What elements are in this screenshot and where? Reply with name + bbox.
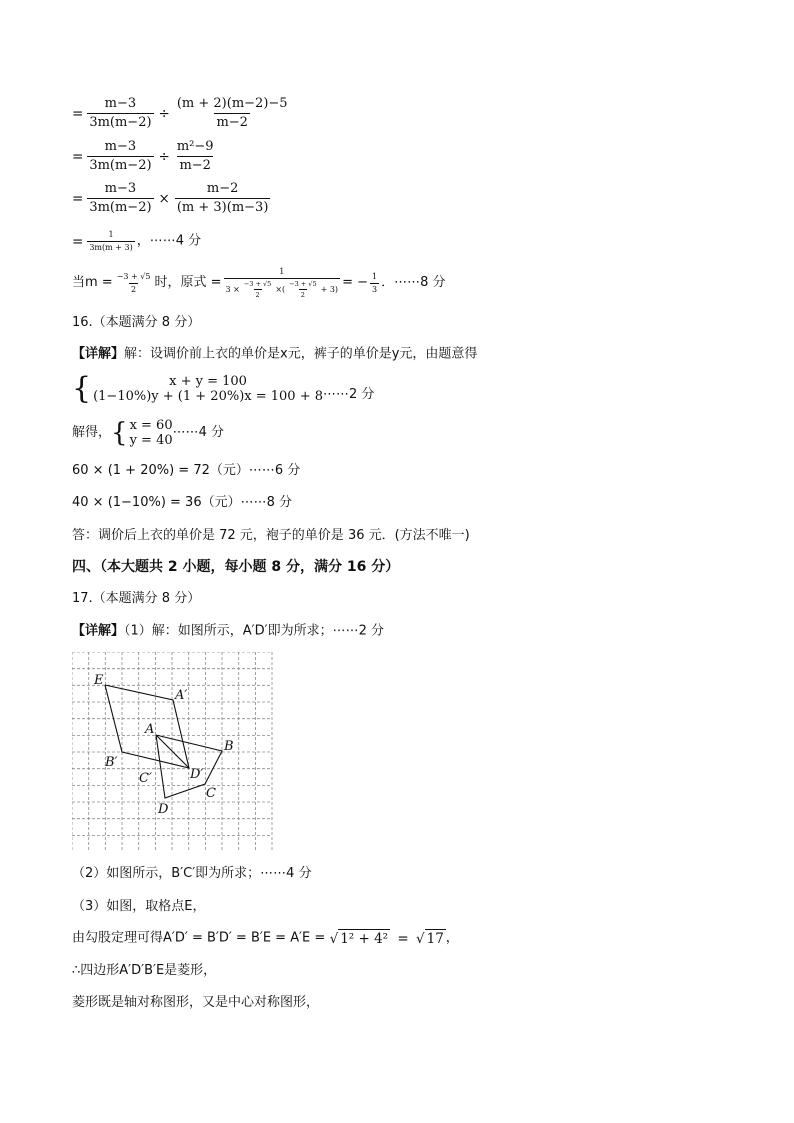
fraction: $\frac{m-3}{3m(m-2)}$	[89, 139, 152, 173]
section-title: 四、（本大题共 2 小题，每小题 8 分，满分 16 分）	[72, 559, 400, 575]
q16-solution: 解得， { x = 60 y = 40 ⋯⋯4 分	[72, 418, 225, 448]
step-5: 当m = $\frac{-3 + √5}{2}$ 时，原式 = 1 3 × $\frac{-3 + √5}{2}$ × ( $\frac{-3 + √5}{2}$ + 3) = − $\frac{1}{3}$ ．⋯⋯8 分	[72, 267, 446, 299]
fraction: $\frac{m-3}{3m(m-2)}$	[89, 181, 152, 215]
q16-calc-2: 40 × (1−10%) = 36（元）⋯⋯8 分	[72, 495, 293, 510]
q17-part3: （3）如图，取格点E，	[72, 899, 206, 914]
q16-answer: 答：调价后上衣的单价是 72 元，袍子的单价是 36 元．(方法不唯一)	[72, 528, 470, 543]
fraction: $\frac{m-2}{(m + 3)(m-3)}$	[176, 181, 269, 215]
label-C: C	[206, 786, 216, 801]
label-E: E	[94, 673, 104, 688]
label-B: B	[224, 739, 234, 754]
step-2: = $\frac{m-3}{3m(m-2)}$ ÷ $\frac{\text{m²−9}}{m-2}$	[72, 139, 214, 173]
label-A: A	[145, 722, 155, 737]
fraction: $\frac{\text{m²−9}}{m-2}$	[176, 139, 214, 173]
label-A-prime: A′	[175, 688, 188, 703]
fraction: $\frac{(m + 2)(m-2)-5}{m-2}$	[176, 96, 288, 130]
q16-header: 16.（本题满分 8 分）	[72, 315, 201, 330]
figure-point-labels	[93, 673, 234, 817]
label-D-prime: D′	[190, 767, 204, 782]
q17-pythagoras: 由勾股定理可得A′D′ = B′D′ = B′E = A′E = √ 1² + 4² = √ 17 ，	[72, 930, 459, 947]
label-C-prime: C′	[139, 771, 152, 786]
q16-system: { x + y = 100 (1−10%)y + (1 + 20%)x = 100 + 8 ⋯⋯2 分	[72, 371, 375, 406]
q17-header: 17.（本题满分 8 分）	[72, 591, 201, 606]
q16-detail: 【详解】解：设调价前上衣的单价是x元，裤子的单价是y元，由题意得	[72, 346, 478, 362]
q17-rhombus: ∴四边形A′D′B′E是菱形，	[72, 963, 217, 978]
geometry-figure	[72, 652, 274, 850]
q17-part2: （2）如图所示，B′C′即为所求；⋯⋯4 分	[72, 866, 312, 881]
q17-symmetry: 菱形既是轴对称图形，又是中心对称图形，	[72, 995, 320, 1010]
label-B-prime: B′	[105, 755, 118, 770]
fraction: 1 3 × $\frac{-3 + √5}{2}$ × ( $\frac{-3 + √5}{2}$ + 3)	[225, 267, 339, 299]
fraction: $\frac{1}{3}$	[371, 271, 378, 294]
fraction: $\frac{-3 + √5}{2}$	[116, 271, 151, 294]
label-D: D	[158, 802, 169, 817]
q17-part1: 【详解】（1）解：如图所示，A′D′即为所求；⋯⋯2 分	[72, 623, 384, 639]
q16-calc-1: 60 × (1 + 20%) = 72（元）⋯⋯6 分	[72, 463, 301, 478]
fraction: $\frac{m-3}{3m(m-2)}$	[89, 96, 152, 130]
step-4: = $\frac{1}{3m(m + 3)}$ ，⋯⋯4 分	[72, 230, 202, 252]
segment-a-d1	[156, 735, 189, 768]
step-1: = $\frac{m-3}{3m(m-2)}$ ÷ $\frac{(m + 2)(m-2)-5}{m-2}$	[72, 96, 288, 130]
fraction: $\frac{1}{3m(m + 3)}$	[89, 230, 133, 252]
step-3: = $\frac{m-3}{3m(m-2)}$ × $\frac{m-2}{(m + 3)(m-3)}$	[72, 181, 269, 215]
